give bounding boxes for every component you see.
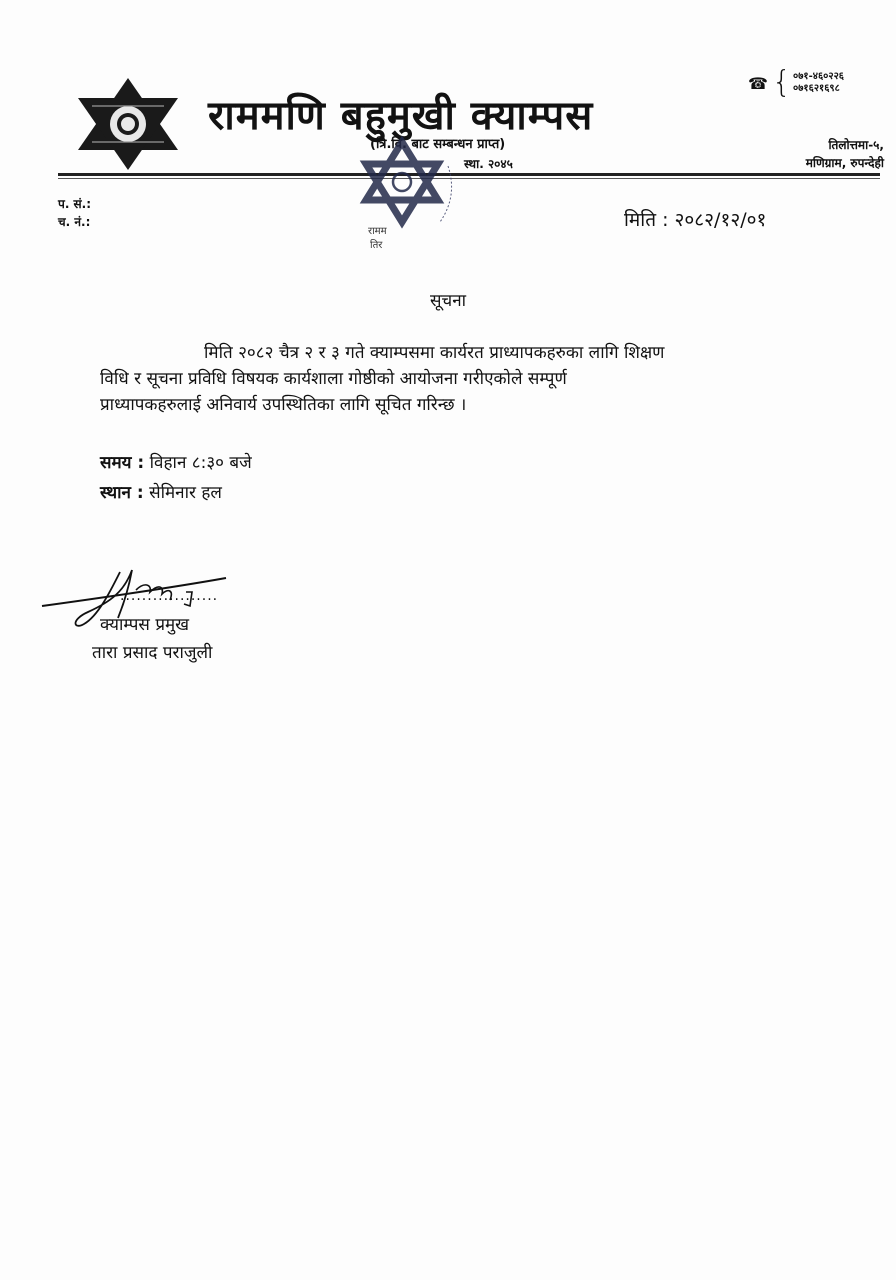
college-logo-icon bbox=[72, 76, 184, 172]
phone-block bbox=[748, 65, 844, 100]
institution-name: राममणि बहुमुखी क्याम्पस bbox=[208, 93, 594, 139]
venue-value: सेमिनार हल bbox=[149, 483, 222, 503]
affiliation-text: (त्रि.वि. बाट सम्बन्धन प्राप्त) bbox=[370, 137, 506, 152]
address-line-2: मणिग्राम, रुपन्देही bbox=[805, 156, 884, 170]
telephone-icon: ☎ bbox=[748, 73, 768, 93]
svg-text:तिर: तिर bbox=[370, 240, 383, 251]
signature-line: .................. bbox=[120, 588, 219, 604]
event-details bbox=[100, 448, 252, 508]
official-stamp-icon bbox=[358, 136, 478, 254]
venue-row bbox=[100, 478, 252, 508]
date bbox=[624, 206, 766, 232]
time-label: समय : bbox=[100, 453, 145, 473]
notice-body bbox=[100, 340, 820, 418]
address-block bbox=[806, 136, 884, 172]
svg-text:रामम: रामम bbox=[368, 226, 387, 237]
notice-line: मिति २०८२ चैत्र २ र ३ गते क्याम्पसमा कार्यरत प्राध्यापकहरुका लागि शिक्षण bbox=[204, 343, 665, 363]
notice-heading: सूचना bbox=[429, 291, 467, 311]
established-text: स्था. २०४५ bbox=[464, 157, 513, 171]
signatory-name: तारा प्रसाद पराजुली bbox=[92, 643, 213, 663]
venue-label: स्थान : bbox=[100, 483, 144, 503]
date-label: मिति : bbox=[624, 209, 669, 231]
signatory-title: क्याम्पस प्रमुख bbox=[100, 615, 190, 635]
notice-line: प्राध्यापकहरुलाई अनिवार्य उपस्थितिका लागि सूचित गरिन्छ । bbox=[100, 395, 467, 415]
brace-icon: { bbox=[771, 65, 792, 100]
letter-number-label: प. सं.: bbox=[58, 197, 92, 211]
notice-line: विधि र सूचना प्रविधि विषयक कार्यशाला गोष्ठीको आयोजना गरीएकोले सम्पूर्ण bbox=[100, 369, 567, 389]
dispatch-number-label: च. नं.: bbox=[58, 215, 91, 229]
date-value: २०८२/१२/०१ bbox=[674, 209, 767, 231]
time-row bbox=[100, 448, 252, 478]
address-line-1: तिलोत्तमा-५, bbox=[828, 138, 884, 152]
phone-number: ०७१६२१६९८ bbox=[793, 83, 840, 94]
time-value: विहान ८:३० बजे bbox=[149, 453, 252, 473]
reference-block bbox=[58, 195, 91, 231]
phone-number: ०७१-४६०२२६ bbox=[793, 71, 844, 82]
